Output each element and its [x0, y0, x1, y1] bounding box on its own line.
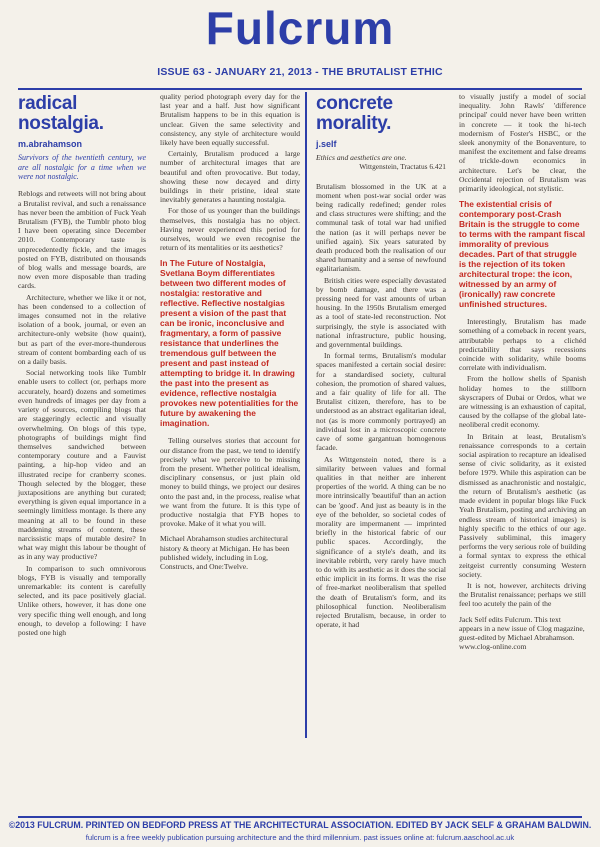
article1-column2 — [160, 92, 300, 573]
article2-paragraph: Interestingly, Brutalism has made something of a comeback in recent years, attributable perhaps to a clichéd predictability that says recessions coincide with solidarity, while booms correlate with individualism. — [459, 317, 586, 373]
article1-paragraph: Certainly, Brutalism produced a large number of architectural images that are beautiful and often provocative. But today, showing these now decayed and dirty buildings in their pristine, ideal state inevitably generates a haunting nostalgia. — [160, 149, 300, 205]
article1-paragraph: Reblogs and retweets will not bring about a Brutalist revival, and such a renaissance has never been the ambition of Fuck Yeah Brutalism (FYB), the Tumblr photo blog I have been operating since December 2010. Contemporary taste is unprecedentedly fickle, and the images posted on FYB, distributed on thousands of blog walls and message boards, are now even more disposable than trading cards. — [18, 189, 146, 291]
issue-line: ISSUE 63 - JANUARY 21, 2013 - THE BRUTALIST ETHIC — [157, 66, 443, 78]
article2-paragraph: In formal terms, Brutalism's modular spaces manifested a certain social desire: for a standardised society, cultural cohesion, the promotion of shared values, and a fair quality of life for all. The Brutalist citizen, therefore, has to be understood as an abstract egalitarian ideal, not (as is more commonly portrayed) an individual lost in a microscopic concrete cave of some gargantuan homogenous facade. — [316, 351, 446, 453]
article2-paragraph: Brutalism blossomed in the UK at a moment when post-war social order was being radically redefined; gender roles and class structures were shifting; and the communal task of total war had unified the nation (as it will perhaps never be unified again). Six years saturated by death produced both the realisation of our shared humanity and a sense of newfound egalitarianism. — [316, 181, 446, 274]
article1-closing: Telling ourselves stories that account for our distance from the past, we tend to identify precisely what we perceive to be missing from the present. Whether political idealism, disciplinary consensus, or just plain old money to build things, we project our desires onto the past and, in the process, realise what we want from the future. It is this type of productive nostalgia that FYB hopes to provoke. Make of it what you will. — [160, 436, 300, 529]
article2-paragraph: As Wittgenstein noted, there is a similarity between values and formal qualities in that neither are inherent properties of the world. A thing can be no more intrinsically 'beautiful' than an action can be 'good'. And just as beauty is in the eye of the beholder, so societal codes of morality are impermanent — imprinted briefly in the historical fabric of our public spaces. Accordingly, the significance of a style's death, and its inevitable rebirth, very rarely have much to do with its aesthetic as it does the social ethic implicit in its forms. It was the rise of free-market neoliberalism that spelled the death of Brutalism's form, and its philosophical function. Neoliberalism rejected Brutalism, because, in order to operate, it had — [316, 454, 446, 630]
article1-byline: m.abrahamson — [18, 139, 83, 149]
article2-pull-quote: The existential crisis of contemporary post-Crash Britain is the struggle to come to terms with the rampant fiscal immorality of previous decades. Part of that struggle is the rejection of its token architectural trope: the icon, witnessed by an army of (ironically) raw concrete unfinished structures. — [459, 199, 586, 310]
article1-headline: radical nostalgia. — [18, 93, 104, 134]
article2-column3 — [316, 92, 446, 631]
article2-epigraph: Ethics and aesthetics are one. — [316, 153, 407, 163]
article2-epigraph-source: Wittgenstein, Tractatus 6.421 — [359, 162, 446, 172]
article1-paragraph: quality period photograph every day for the last year and a half. Just how significant Brutalism happens to be in this equation is unclear. Given the same selectivity and consistency, any style of architecture would likely have been equally successful. — [160, 92, 300, 148]
article1-paragraph: For those of us younger than the buildings themselves, this nostalgia has no object. Having never experienced this period for ourselves, would we even recognise the return of its mentalities or its aesthetics? — [160, 206, 300, 253]
article2-paragraph: to visually justify a model of social inequality. John Rawls' 'difference principal' could never have been written in concrete — it took the hi-tech modernism of Foster's HSBC, or the sleek anonymity of the Bonaventure, to manifest the excitement and false dreams of trickle-down economics in architecture. Let's be clear, the Occidental rejection of Brutalism was primarily ideological, not stylistic. — [459, 92, 586, 194]
article1-paragraph: Architecture, whether we like it or not, has been condensed to a collection of images consumed not in the relative isolation of a book, journal, or even an architecture-only website (how quaint), but as part of the ever-more-thunderous stream of content bombarding each of us on a daily basis. — [18, 292, 146, 367]
article1-paragraph: In comparison to such omnivorous blogs, FYB is visually and temporally unremarkable: its content is carefully selected, and its pace positively glacial. Unlike others, however, it has done one very specific thing well enough, and long enough, to develop a following: I have posted one high — [18, 563, 146, 637]
footer-tagline: fulcrum is a free weekly publication pursuing architecture and the third millennium. past issues online at: fulcrum.aaschool.ac.uk — [85, 833, 515, 842]
article1-standfirst: Survivors of the twentieth century, we are all nostalgic for a time when we were not nostalgic. — [18, 153, 146, 182]
article2-column4 — [459, 92, 586, 653]
article1-column1 — [18, 92, 146, 639]
article2-paragraph: From the hollow shells of Spanish holiday homes to the stillborn skyscrapers of Dubai or Ordos, what we are witnessing is an exhaustion of capital, caused by the collapse of the global late-neoliberal credit economy. — [459, 374, 586, 430]
article1-pull-quote: In The Future of Nostalgia, Svetlana Boym differentiates between two different modes of nostalgia: restorative and reflective. Reflective nostalgias present a vision of the past that can be ironic, inconclusive and fragmentary, a form of passive resistance that underlines the tremendous gulf between the present and past instead of attempting to bridge it. In drawing the past into the present as evidence, reflective nostalgia provokes new potentialities for the future by awakening the imagination. — [160, 258, 299, 429]
bottom-rule — [18, 816, 582, 818]
article2-paragraph: British cities were especially devastated by bomb damage, and there was a pressing need for vast amounts of urban housing. In the 1950s Brutalism emerged as a tool of state-led reconstruction. Not surprisingly, the style is associated with national infrastructure, public housing, and governmental buildings. — [316, 275, 446, 350]
masthead-title: Fulcrum — [205, 2, 395, 54]
article2-byline: j.self — [316, 139, 337, 149]
column-divider — [305, 92, 307, 738]
footer-credits: ©2013 FULCRUM. PRINTED ON BEDFORD PRESS AT THE ARCHITECTURAL ASSOCIATION. EDITED BY JACK SELF & GRAHAM BALDWIN. — [8, 820, 592, 830]
top-rule — [18, 88, 582, 90]
article2-headline: concrete morality. — [316, 93, 393, 134]
article1-author-bio: Michael Abrahamson studies architectural history & theory at Michigan. He has been published widely, including in Log, Constructs, and One:Twelve. — [160, 534, 290, 572]
article2-paragraph: It is not, however, architects driving the Brutalist renaissance; perhaps we still feel too acutely the pain of the — [459, 580, 586, 609]
article2-author-bio: Jack Self edits Fulcrum. This text appears in a new issue of Clog magazine, guest-edited by Michael Abrahamson. www.clog-online.com — [459, 614, 585, 652]
article1-paragraph: Social networking tools like Tumblr enable users to collect (or, perhaps more accurately, hoard) dozens and sometimes even hundreds of images per day from a variety of sources, compiling blogs that are staggeringly eclectic and visually overwhelming. On blogs of this type, photographs of buildings might find themselves sandwiched between contemporary couture and a Fauvist painting, a hip-hop video and an illustrated recipe for cranberry scones. Though selected by the blogger, these juxtapositions are anything but curated; everything is given equal importance in a seemingly limitless montage. Is there any meaning at all to be found in these maddening streams of content, these narcissistic maps of mutable desire? In what way might this labour be thought of as in any way productive? — [18, 368, 146, 562]
article2-paragraph: In Britain at least, Brutalism's renaissance corresponds to a certain social aspiration to recapture an idealised sense of civic solidarity, as it existed before 1979. While this aspiration can be dismissed as anachronistic and nostalgic, the return of Brutalism's aesthetic (as made evident in popular blogs like Fuck Yeah Brutalism, posting and archiving an endless stream of historical images) is highly specific to the ethics of our age. Passively subliminal, this imagery performs the very serious role of building a formal syntax to express the ethical zeitgeist currently consuming Western society. — [459, 431, 586, 579]
